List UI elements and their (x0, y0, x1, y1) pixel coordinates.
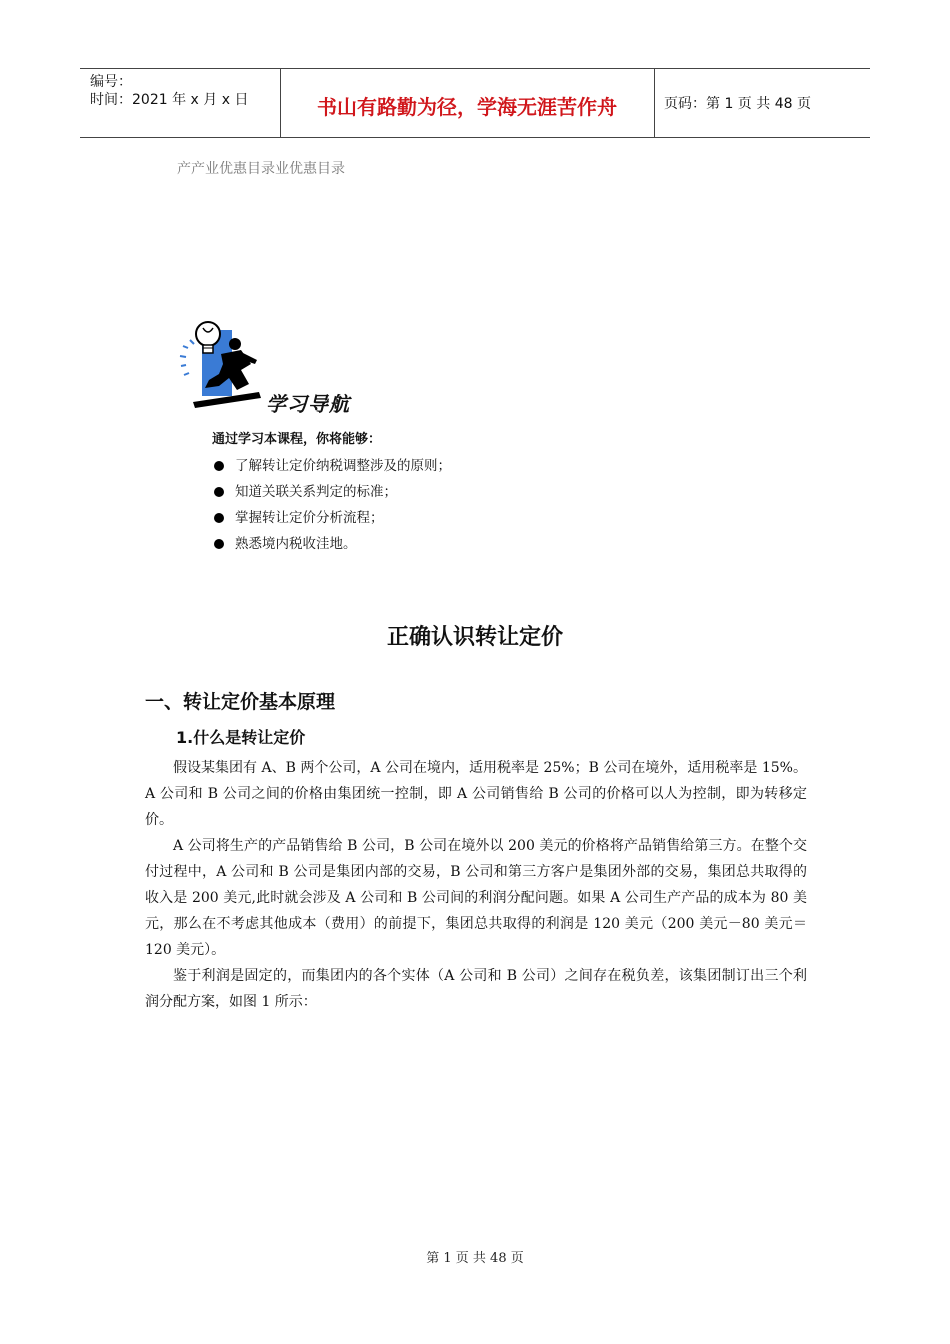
header-page-number: 页码：第 1 页 共 48 页 (664, 96, 811, 112)
section-heading: 一、转让定价基本原理 (145, 691, 336, 713)
learning-nav-title: 学习导航 (266, 392, 350, 416)
lightbulb-runner-icon (175, 318, 265, 414)
bullet-icon (214, 487, 224, 497)
bullet-icon (214, 513, 224, 523)
subsection-heading: 1.什么是转让定价 (176, 728, 306, 747)
learning-objectives-list (212, 455, 451, 559)
document-title: 正确认识转让定价 (386, 625, 563, 650)
document-number: 编号： (90, 74, 132, 90)
bullet-icon (214, 539, 224, 549)
paragraph: 假设某集团有 A、B 两个公司，A 公司在境内，适用税率是 25%；B 公司在境外，适用税率是 15%。A 公司和 B 公司之间的价格由集团统一控制，即 A 公司销售给 B 公司的价格可以人为控制，即为转移定价。 (145, 760, 807, 828)
learning-nav-intro: 通过学习本课程，你将能够： (212, 432, 382, 447)
bullet-icon (214, 461, 224, 471)
document-body (145, 755, 807, 1015)
header-meta (90, 73, 248, 109)
paragraph: 鉴于利润是固定的，而集团内的各个实体（A 公司和 B 公司）之间存在税负差，该集团制订出三个利润分配方案，如图 1 所示： (145, 968, 807, 1010)
list-item: 知道关联关系判定的标准； (212, 481, 451, 507)
header-divider (654, 69, 655, 137)
document-subtitle: 产产业优惠目录业优惠目录 (177, 161, 345, 177)
page-header (80, 68, 870, 138)
list-item: 掌握转让定价分析流程； (212, 507, 451, 533)
paragraph: A 公司将生产的产品销售给 B 公司，B 公司在境外以 200 美元的价格将产品销售给第三方。在整个交付过程中，A 公司和 B 公司是集团内部的交易，B 公司和第三方客户是集团外部的交易，集团总共取得的收入是 200 美元,此时就会涉及 A 公司和 B 公司间的利润分配问题。如果 A 公司生产产品的成本为 80 美元，那么在不考虑其他成本（费用）的前提下，集团总共取得的利润是 120 美元（200 美元－80 美元＝120 美元）。 (145, 838, 807, 958)
header-motto: 书山有路勤为径，学海无涯苦作舟 (317, 95, 617, 119)
page-footer: 第 1 页 共 48 页 (426, 1251, 524, 1266)
list-item: 了解转让定价纳税调整涉及的原则； (212, 455, 451, 481)
list-item: 熟悉境内税收洼地。 (212, 533, 451, 559)
document-date: 时间：2021 年 x 月 x 日 (90, 92, 249, 108)
